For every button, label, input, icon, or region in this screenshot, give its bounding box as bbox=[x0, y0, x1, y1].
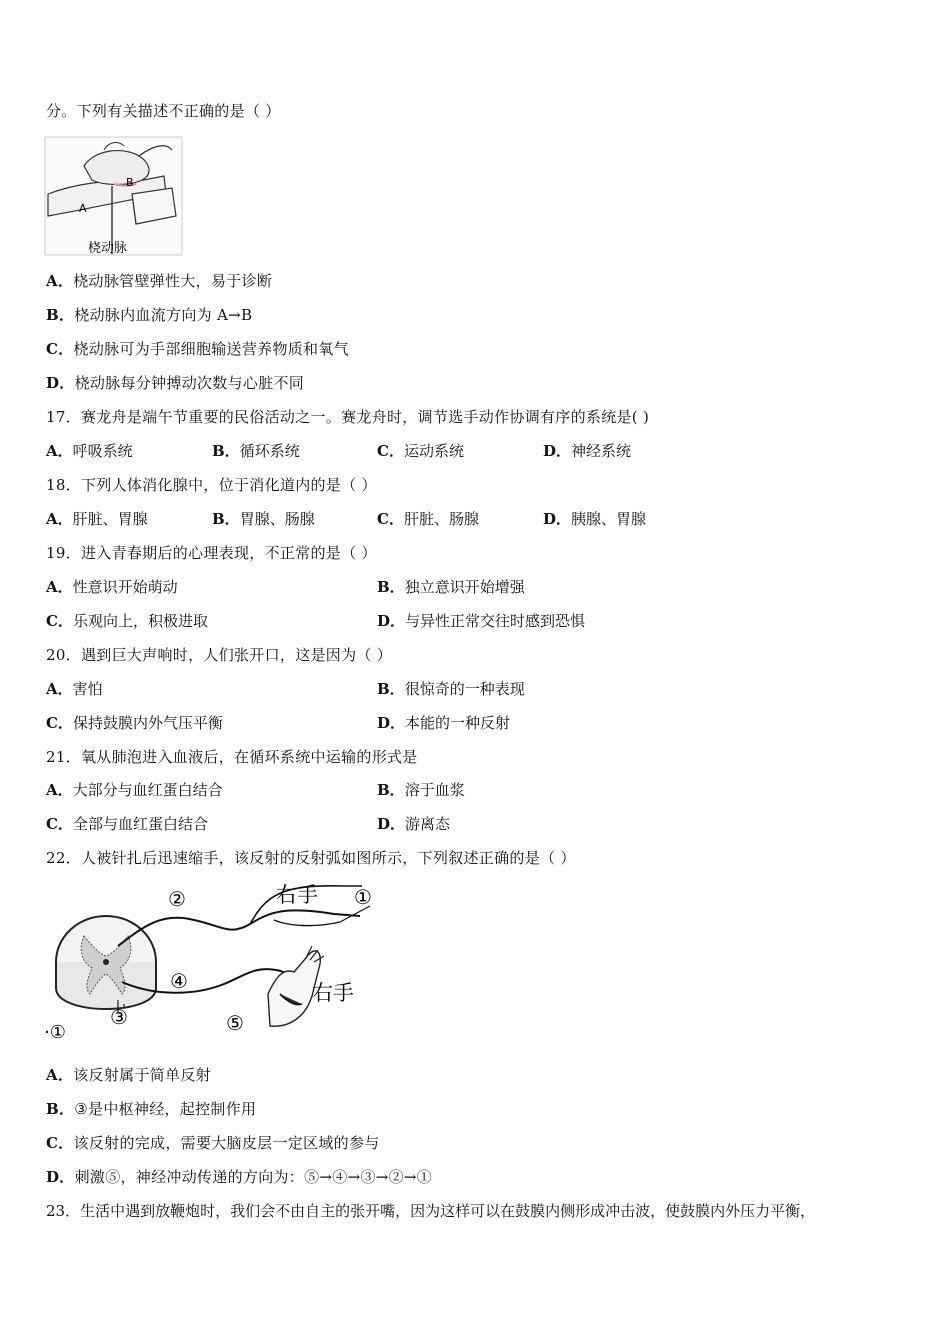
q19-option-c: C．乐观向上，积极进取 bbox=[46, 612, 208, 630]
figure-caption: 桡动脉 bbox=[88, 241, 128, 256]
label-n4: ④ bbox=[170, 969, 188, 993]
q19-option-b: B．独立意识开始增强 bbox=[377, 578, 525, 596]
q17-stem: 17．赛龙舟是端午节重要的民俗活动之一。赛龙舟时，调节选手动作协调有序的系统是( ) bbox=[46, 408, 650, 426]
q18-option-b: B．胃腺、肠腺 bbox=[212, 510, 315, 528]
q18-option-c: C．肝脏、肠腺 bbox=[377, 510, 479, 528]
q16-stem-tail: 分。下列有关描述不正确的是（ ） bbox=[46, 102, 281, 120]
q21-option-a: A．大部分与血红蛋白结合 bbox=[46, 781, 223, 799]
q20-stem: 20．遇到巨大声响时，人们张开口，这是因为（ ） bbox=[46, 646, 393, 664]
label-n3: ③ bbox=[110, 1005, 128, 1029]
q20-option-d: D．本能的一种反射 bbox=[377, 714, 511, 732]
q21-stem: 21．氧从肺泡进入血液后，在循环系统中运输的形式是 bbox=[46, 748, 418, 766]
q17-option-a: A．呼吸系统 bbox=[46, 442, 133, 460]
q16-option-d: D．桡动脉每分钟搏动次数与心脏不同 bbox=[46, 374, 305, 392]
q23-stem: 23．生活中遇到放鞭炮时，我们会不由自主的张开嘴，因为这样可以在鼓膜内侧形成冲击波，使鼓膜内外压力平衡， bbox=[46, 1202, 816, 1220]
q18-option-a: A．肝脏、胃腺 bbox=[46, 510, 148, 528]
q22-option-c: C．该反射的完成，需要大脑皮层一定区域的参与 bbox=[46, 1134, 380, 1152]
q22-option-b: B．③是中枢神经，起控制作用 bbox=[46, 1100, 257, 1118]
q21-option-d: D．游离态 bbox=[377, 815, 451, 833]
label-hand-top: 右手 bbox=[276, 883, 318, 907]
q22-option-d: D．刺激⑤，神经冲动传递的方向为：⑤→④→③→②→① bbox=[46, 1168, 433, 1186]
label-hand-bottom: 右手 bbox=[312, 981, 354, 1005]
q17-option-b: B．循环系统 bbox=[212, 442, 300, 460]
q20-option-b: B．很惊奇的一种表现 bbox=[377, 680, 525, 698]
q22-stem: 22．人被针扎后迅速缩手，该反射的反射弧如图所示，下列叙述正确的是（ ） bbox=[46, 849, 576, 867]
q19-stem: 19．进入青春期后的心理表现，不正常的是（ ） bbox=[46, 544, 377, 562]
label-n2: ② bbox=[168, 887, 186, 911]
label-corner: ·① bbox=[44, 1022, 66, 1043]
label-n1: ① bbox=[354, 885, 372, 909]
q19-option-a: A．性意识开始萌动 bbox=[46, 578, 178, 596]
q17-option-d: D．神经系统 bbox=[543, 442, 632, 460]
label-n5: ⑤ bbox=[226, 1011, 244, 1035]
q16-figure-radial-artery bbox=[44, 136, 184, 260]
q18-stem: 18．下列人体消化腺中，位于消化道内的是（ ） bbox=[46, 476, 377, 494]
label-a: A bbox=[79, 202, 87, 215]
q21-option-b: B．溶于血浆 bbox=[377, 781, 465, 799]
q22-option-a: A．该反射属于简单反射 bbox=[46, 1066, 211, 1084]
q19-option-d: D．与异性正常交往时感到恐惧 bbox=[377, 612, 586, 630]
q20-option-c: C．保持鼓膜内外气压平衡 bbox=[46, 714, 223, 732]
q18-option-d: D．胰腺、胃腺 bbox=[543, 510, 647, 528]
q20-option-a: A．害怕 bbox=[46, 680, 103, 698]
label-b: B bbox=[126, 176, 134, 189]
q22-figure-reflex-arc bbox=[44, 876, 414, 1056]
q17-option-c: C．运动系统 bbox=[377, 442, 464, 460]
q16-option-a: A．桡动脉管壁弹性大，易于诊断 bbox=[46, 272, 273, 290]
q16-option-c: C．桡动脉可为手部细胞输送营养物质和氧气 bbox=[46, 340, 349, 358]
q16-option-b: B．桡动脉内血流方向为 A→B bbox=[46, 306, 253, 324]
q21-option-c: C．全部与血红蛋白结合 bbox=[46, 815, 208, 833]
